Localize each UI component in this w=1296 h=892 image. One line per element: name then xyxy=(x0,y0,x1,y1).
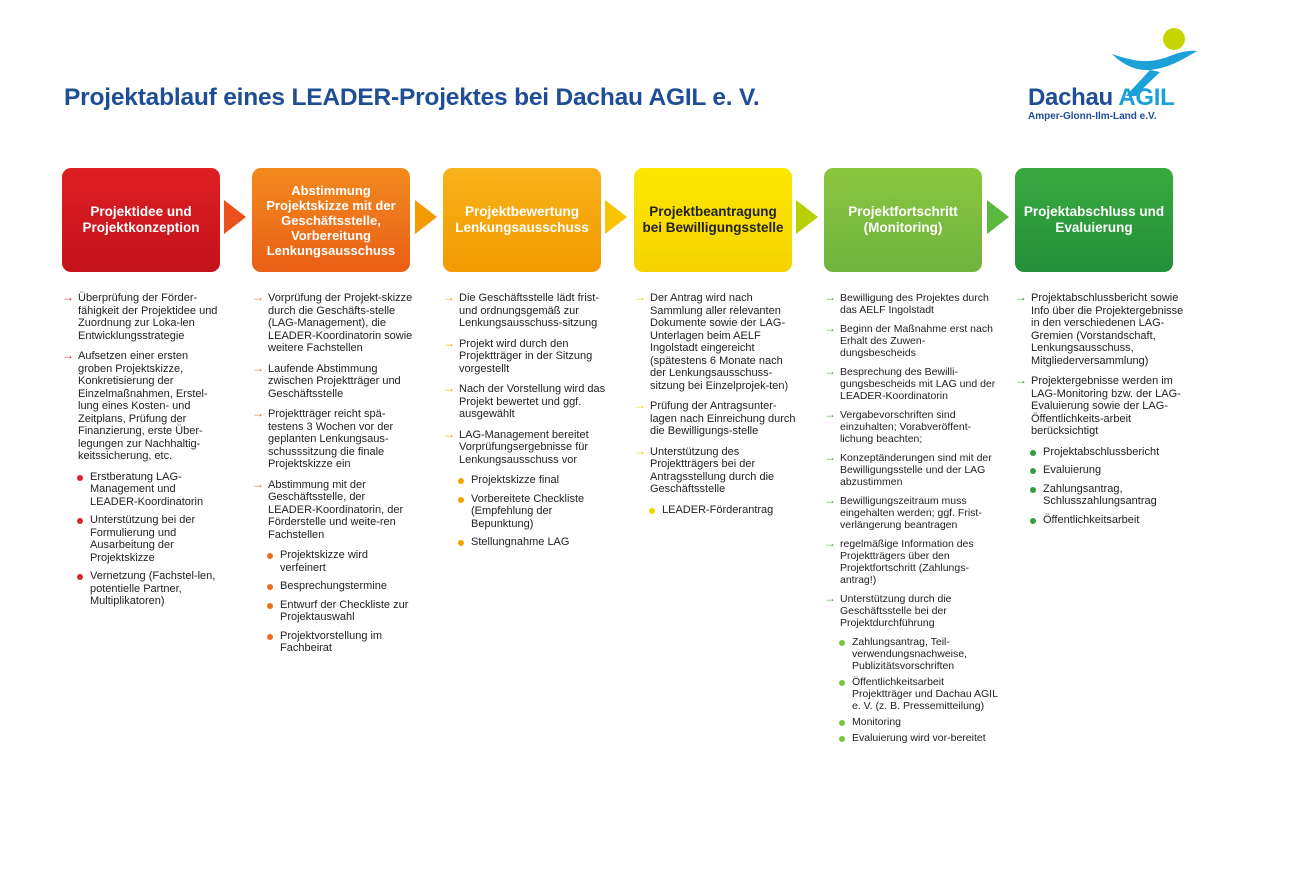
arrow-right-icon: → xyxy=(252,290,264,304)
bullet-item: Zahlungsantrag, Teil-verwendungsnachweise, Publizitätsvorschriften xyxy=(824,636,1000,672)
logo-name: Dachau AGIL xyxy=(1028,84,1175,111)
bullet-item: Monitoring xyxy=(824,716,1000,728)
arrow-right-icon: → xyxy=(824,364,836,378)
bullet-icon xyxy=(458,478,464,484)
bullet-item: Besprechungstermine xyxy=(252,580,414,593)
bullet-item: Unterstützung bei der Formulierung und Ausarbeitung der Projektskizze xyxy=(62,514,220,564)
step-details-4 xyxy=(634,292,800,522)
bullet-icon xyxy=(839,720,845,726)
step-title-3: Projektbewertung Lenkungsausschuss xyxy=(455,204,589,235)
chevron-right-icon xyxy=(796,200,820,234)
list-item: → Vergabevorschriften sind einzuhalten; Vorabveröffent-lichung beachten; xyxy=(824,407,972,445)
chevron-right-icon xyxy=(415,200,439,234)
bullet-icon xyxy=(649,508,655,514)
list-item: → Bewilligung des Projektes durch das AELF Ingolstadt xyxy=(824,290,989,316)
step-title-6: Projektabschluss und Evaluierung xyxy=(1023,204,1165,235)
bullet-item: Stellungnahme LAG xyxy=(443,536,608,549)
list-item: → Die Geschäftsstelle lädt frist- und ordnungsgemäß zur Lenkungsausschuss-sitzung xyxy=(443,290,599,329)
chevron-right-icon xyxy=(987,200,1011,234)
arrow-right-icon: → xyxy=(62,348,74,362)
bullet-icon xyxy=(458,497,464,503)
step-details-2 xyxy=(252,292,414,661)
page-title: Projektablauf eines LEADER-Projektes bei Dachau AGIL e. V. xyxy=(64,84,760,111)
list-item: → LAG-Management bereitet Vorprüfungsergebnisse für Lenkungsausschuss vor xyxy=(443,426,589,466)
bullet-item: Projektskizze wird verfeinert xyxy=(252,549,414,574)
bullet-item: Projektabschlussbericht xyxy=(1015,446,1185,459)
step-title-2: Abstimmung Projektskizze mit der Geschäftsstelle, Vorbereitung Lenkungsausschuss xyxy=(266,182,396,258)
bullet-icon xyxy=(1030,518,1036,524)
arrow-right-icon: → xyxy=(252,360,264,375)
list-item: → Nach der Vorstellung wird das Projekt bewertet und ggf. ausgewählt xyxy=(443,381,606,420)
arrow-right-icon: → xyxy=(634,398,646,412)
list-item: → Überprüfung der Förder-fähigkeit der Projektidee und Zuordnung zur Loka-len Entwicklungsstrategie xyxy=(62,290,218,342)
arrow-right-icon: → xyxy=(824,290,836,304)
list-item: → Projektergebnisse werden im LAG-Monitoring bzw. der LAG-Evaluierung sowie der LAG-Öffentlichkeits-arbeit berücksichtigt xyxy=(1015,373,1181,437)
step-details-1 xyxy=(62,292,220,614)
arrow-right-icon: → xyxy=(824,407,836,421)
step-box-1 xyxy=(62,168,220,272)
list-item: → Prüfung der Antragsunter-lagen nach Einreichung durch die Bewilligungs-stelle xyxy=(634,398,796,437)
arrow-right-icon: → xyxy=(252,406,264,420)
arrow-right-icon: → xyxy=(824,450,836,464)
step-details-3 xyxy=(443,292,608,555)
arrow-right-icon: → xyxy=(824,321,836,335)
bullet-icon xyxy=(1030,487,1036,493)
arrow-right-icon: → xyxy=(443,335,455,350)
bullet-icon xyxy=(267,634,273,640)
bullet-item: Evaluierung xyxy=(1015,464,1185,477)
step-title-1: Projektidee und Projektkonzeption xyxy=(82,204,200,235)
bullet-item: LEADER-Förderantrag xyxy=(634,504,800,517)
bullet-item: Entwurf der Checkliste zur Projektauswahl xyxy=(252,599,414,624)
logo-subtitle: Amper-Glonn-Ilm-Land e.V. xyxy=(1028,111,1157,122)
bullet-icon xyxy=(1030,468,1036,474)
list-item: → Der Antrag wird nach Sammlung aller relevanten Dokumente sowie der LAG-Unterlagen beim AELF Ingolstadt eingereicht (spätestens 6 Monate nach der Lenkungsausschuss-sitzung bei Einzelprojek-ten) xyxy=(634,290,789,392)
logo xyxy=(1000,26,1200,128)
bullet-item: Evaluierung wird vor-bereitet xyxy=(824,732,1000,744)
bullet-icon xyxy=(458,540,464,546)
list-item: → regelmäßige Information des Projektträgers über den Projektfortschritt (Zahlungs-antrag!) xyxy=(824,536,974,586)
bullet-icon xyxy=(77,475,83,481)
step-title-5: Projektfortschritt (Monitoring) xyxy=(848,204,958,235)
bullet-icon xyxy=(267,553,273,559)
bullet-icon xyxy=(839,736,845,742)
list-item: → Unterstützung des Projektträgers bei der Antragsstellung durch die Geschäftsstelle xyxy=(634,443,775,495)
arrow-right-icon: → xyxy=(443,290,455,304)
bullet-icon xyxy=(267,584,273,590)
bullet-icon xyxy=(839,640,845,646)
bullet-icon xyxy=(839,680,845,686)
list-item: → Projektträger reicht spä-testens 3 Wochen vor der geplanten Lenkungsaus-schusssitzung die finale Projektskizze ein xyxy=(252,406,394,470)
list-item: → Vorprüfung der Projekt-skizze durch die Geschäfts-stelle (LAG-Management), die LEADER-Koordinatorin sowie weitere Fachstellen xyxy=(252,290,413,354)
list-item: → Besprechung des Bewilli-gungsbescheids mit LAG und der LEADER-Koordinatorin xyxy=(824,364,996,402)
bullet-icon xyxy=(77,574,83,580)
list-item: → Unterstützung durch die Geschäftsstelle bei der Projektdurchführung xyxy=(824,591,952,629)
step-details-5 xyxy=(824,292,1000,748)
arrow-right-icon: → xyxy=(824,591,836,605)
step-title-4: Projektbeantragung bei Bewilligungsstelle xyxy=(642,204,784,235)
bullet-item: Projektvorstellung im Fachbeirat xyxy=(252,630,414,655)
bullet-item: Vernetzung (Fachstel-len, potentielle Partner, Multiplikatoren) xyxy=(62,570,220,608)
bullet-item: Öffentlichkeitsarbeit Projektträger und Dachau AGIL e. V. (z. B. Pressemitteilung) xyxy=(824,676,1000,712)
list-item: → Konzeptänderungen sind mit der Bewilligungsstelle und der LAG abzustimmen xyxy=(824,450,992,488)
step-details-6 xyxy=(1015,292,1185,532)
list-item: → Projektabschlussbericht sowie Info über die Projektergebnisse in den verschiedenen LAG-Gremien (Vorstandschaft, Lenkungsausschuss, Mitgliederversammlung) xyxy=(1015,290,1184,367)
chevron-right-icon xyxy=(224,200,248,234)
arrow-right-icon: → xyxy=(443,381,455,395)
arrow-right-icon: → xyxy=(443,426,455,441)
list-item: → Projekt wird durch den Projektträger in der Sitzung vorgestellt xyxy=(443,335,593,375)
bullet-icon xyxy=(77,518,83,524)
bullet-icon xyxy=(267,603,273,609)
list-item: → Aufsetzen einer ersten groben Projektskizze, Konkretisierung der Einzelmaßnahmen, Erstel-lung eines Kosten- und Zeitplans, Prüfung der Finanzierung, erste Über-legungen zur Nachhaltig-keitssicherung, etc. xyxy=(62,348,208,462)
arrow-right-icon: → xyxy=(1015,290,1027,304)
step-box-4 xyxy=(634,168,792,272)
bullet-item: Projektskizze final xyxy=(443,474,608,487)
arrow-right-icon: → xyxy=(824,536,836,550)
bullet-item: Erstberatung LAG-Management und LEADER-Koordinatorin xyxy=(62,471,220,509)
arrow-right-icon: → xyxy=(252,476,264,491)
list-item: → Beginn der Maßnahme erst nach Erhalt des Zuwen-dungsbescheids xyxy=(824,321,993,359)
arrow-right-icon: → xyxy=(62,290,74,304)
step-box-2 xyxy=(252,168,410,272)
list-item: → Abstimmung mit der Geschäftsstelle, der LEADER-Koordinatorin, der Förderstelle und weite-ren Fachstellen xyxy=(252,476,404,541)
step-box-6 xyxy=(1015,168,1173,272)
bullet-item: Öffentlichkeitsarbeit xyxy=(1015,514,1185,527)
arrow-right-icon: → xyxy=(634,290,646,304)
bullet-icon xyxy=(1030,450,1036,456)
bullet-item: Zahlungsantrag, Schlusszahlungsantrag xyxy=(1015,483,1185,508)
arrow-right-icon: → xyxy=(824,493,836,507)
list-item: → Bewilligungszeitraum muss eingehalten werden; ggf. Frist-verlängerung beantragen xyxy=(824,493,982,531)
chevron-right-icon xyxy=(605,200,629,234)
list-item: → Laufende Abstimmung zwischen Projektträger und Geschäftsstelle xyxy=(252,360,401,400)
step-box-3 xyxy=(443,168,601,272)
arrow-right-icon: → xyxy=(1015,373,1027,387)
bullet-item: Vorbereitete Checkliste (Empfehlung der Bepunktung) xyxy=(443,493,608,531)
arrow-right-icon: → xyxy=(634,443,646,458)
step-box-5 xyxy=(824,168,982,272)
